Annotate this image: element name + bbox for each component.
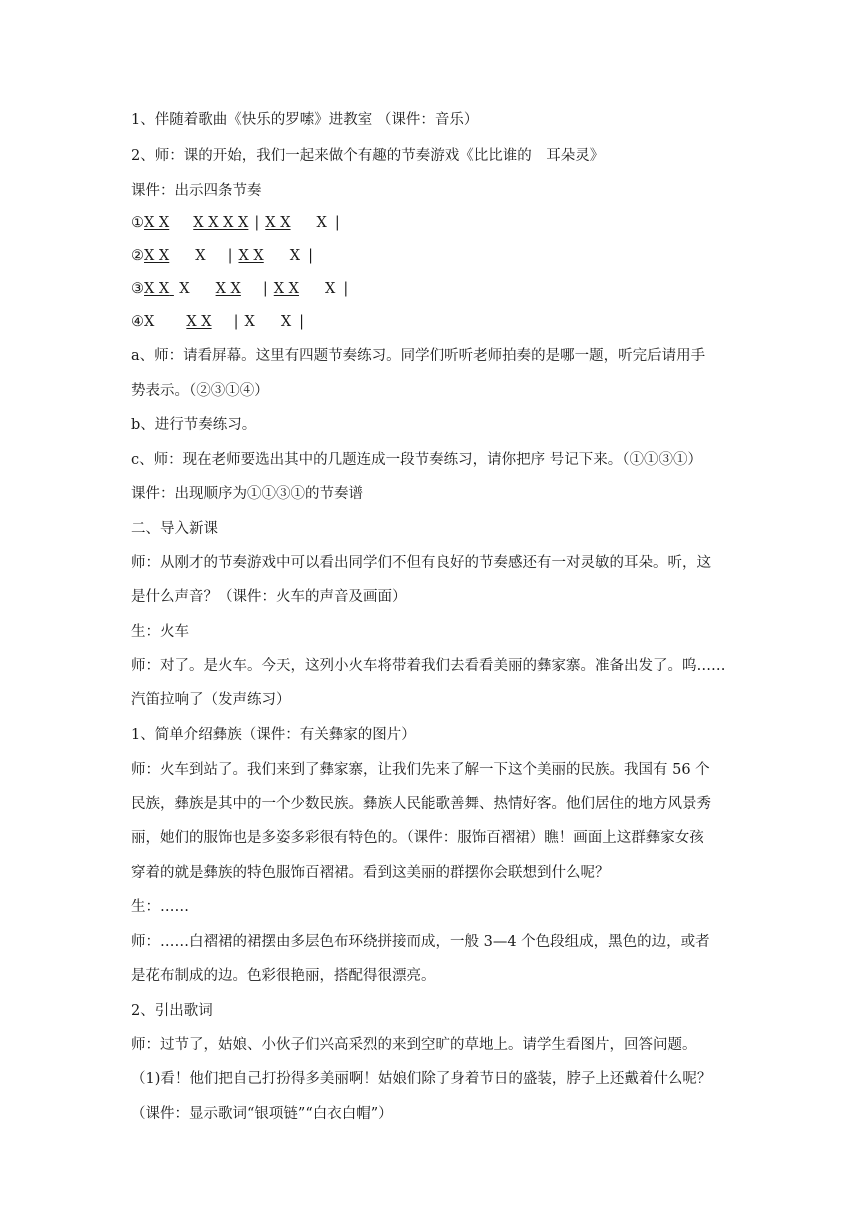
rhythm-notes: X X	[186, 314, 212, 330]
rhythm-notes: X X	[144, 215, 170, 231]
rhythm-number: ②	[131, 248, 144, 264]
rhythm-number: ④	[131, 314, 144, 330]
paragraph-line: 师：火车到站了。我们来到了彝家寨，让我们先来了解一下这个美丽的民族。我国有 56 个	[131, 762, 710, 778]
rhythm-notes: X X	[265, 215, 291, 231]
paragraph-line: 2、引出歌词	[131, 1003, 213, 1019]
rhythm-line-4	[131, 312, 751, 332]
rhythm-notes: X	[195, 248, 206, 264]
rhythm-line-1	[131, 213, 751, 233]
rhythm-notes: X	[316, 215, 327, 231]
rhythm-notes: X	[144, 314, 155, 330]
paragraph-line: b、进行节奏练习。	[131, 417, 257, 433]
paragraph-line: 师：从刚才的节奏游戏中可以看出同学们不但有良好的节奏感还有一对灵敏的耳朵。听，这	[131, 555, 711, 571]
paragraph-line: （1)看！他们把自己打扮得多美丽啊！姑娘们除了身着节日的盛装，脖子上还戴着什么呢？	[131, 1071, 712, 1087]
rhythm-line-2	[131, 246, 751, 266]
rhythm-line-3	[131, 279, 751, 299]
bar-line: |	[343, 281, 349, 297]
rhythm-notes: X	[325, 281, 336, 297]
paragraph-line: 2、师：课的开始，我们一起来做个有趣的节奏游戏《比比谁的 耳朵灵》	[131, 148, 605, 164]
bar-line: |	[227, 248, 233, 264]
bar-line: |	[254, 215, 260, 231]
rhythm-notes: X	[280, 314, 292, 330]
rhythm-number: ①	[131, 215, 144, 231]
paragraph-line: 1、伴随着歌曲《快乐的罗嗦》进教室 （课件：音乐）	[131, 112, 479, 128]
section-heading: 二、导入新课	[131, 521, 218, 537]
paragraph-line: 丽，她们的服饰也是多姿多彩很有特色的。（课件：服饰百褶裙）瞧！画面上这群彝家女孩	[131, 830, 704, 846]
rhythm-number: ③	[131, 281, 144, 297]
bar-line: |	[262, 281, 268, 297]
rhythm-notes: X X X X	[193, 215, 249, 231]
bar-line: |	[308, 248, 313, 264]
paragraph-line: 课件：出现顺序为①①③①的节奏谱	[131, 486, 363, 502]
rhythm-notes: X	[289, 248, 301, 264]
paragraph-line: 生：火车	[131, 624, 189, 640]
paragraph-line: 汽笛拉响了（发声练习）	[131, 692, 291, 708]
rhythm-notes: X X	[144, 281, 170, 297]
paragraph-line: a、师：请看屏幕。这里有四题节奏练习。同学们听听老师拍奏的是哪一题，听完后请用手	[131, 348, 706, 364]
paragraph-line: 势表示。（②③①④）	[131, 383, 269, 399]
paragraph-line: 生：……	[131, 899, 189, 915]
rhythm-notes: X	[244, 314, 255, 330]
paragraph-line: 是什么声音？（课件：火车的声音及画面）	[131, 589, 407, 605]
bar-line: |	[299, 314, 305, 330]
paragraph-line: 是花布制成的边。色彩很艳丽，搭配得很漂亮。	[131, 968, 436, 984]
paragraph-line: （课件：显示歌词“银项链”“白衣白帽”）	[131, 1106, 393, 1122]
rhythm-notes: X X	[144, 248, 170, 264]
paragraph-line: 穿着的就是彝族的特色服饰百褶裙。看到这美丽的群摆你会联想到什么呢？	[131, 865, 610, 881]
paragraph-line: c、师：现在老师要选出其中的几题连成一段节奏练习，请你把序 号记下来。（①①③①）	[131, 452, 702, 468]
bar-line: |	[334, 215, 340, 231]
paragraph-line: 课件：出示四条节奏	[131, 183, 262, 199]
paragraph-line: 1、简单介绍彝族（课件：有关彝家的图片）	[131, 727, 416, 743]
paragraph-line: 民族，彝族是其中的一个少数民族。彝族人民能歌善舞、热情好客。他们居住的地方风景秀	[131, 796, 711, 812]
rhythm-notes: X X	[238, 248, 264, 264]
paragraph-line: 师：对了。是火车。今天，这列小火车将带着我们去看看美丽的彝家寨。准备出发了。呜……	[131, 658, 726, 674]
rhythm-notes: X X	[215, 281, 241, 297]
rhythm-notes: X	[179, 281, 190, 297]
rhythm-notes: X X	[273, 281, 300, 297]
paragraph-line: 师：过节了，姑娘、小伙子们兴高采烈的来到空旷的草地上。请学生看图片，回答问题。	[131, 1037, 697, 1053]
paragraph-line: 师：……白褶裙的裙摆由多层色布环绕拼接而成，一般 3—4 个色段组成，黑色的边，或者	[131, 934, 710, 950]
bar-line: |	[233, 314, 239, 330]
